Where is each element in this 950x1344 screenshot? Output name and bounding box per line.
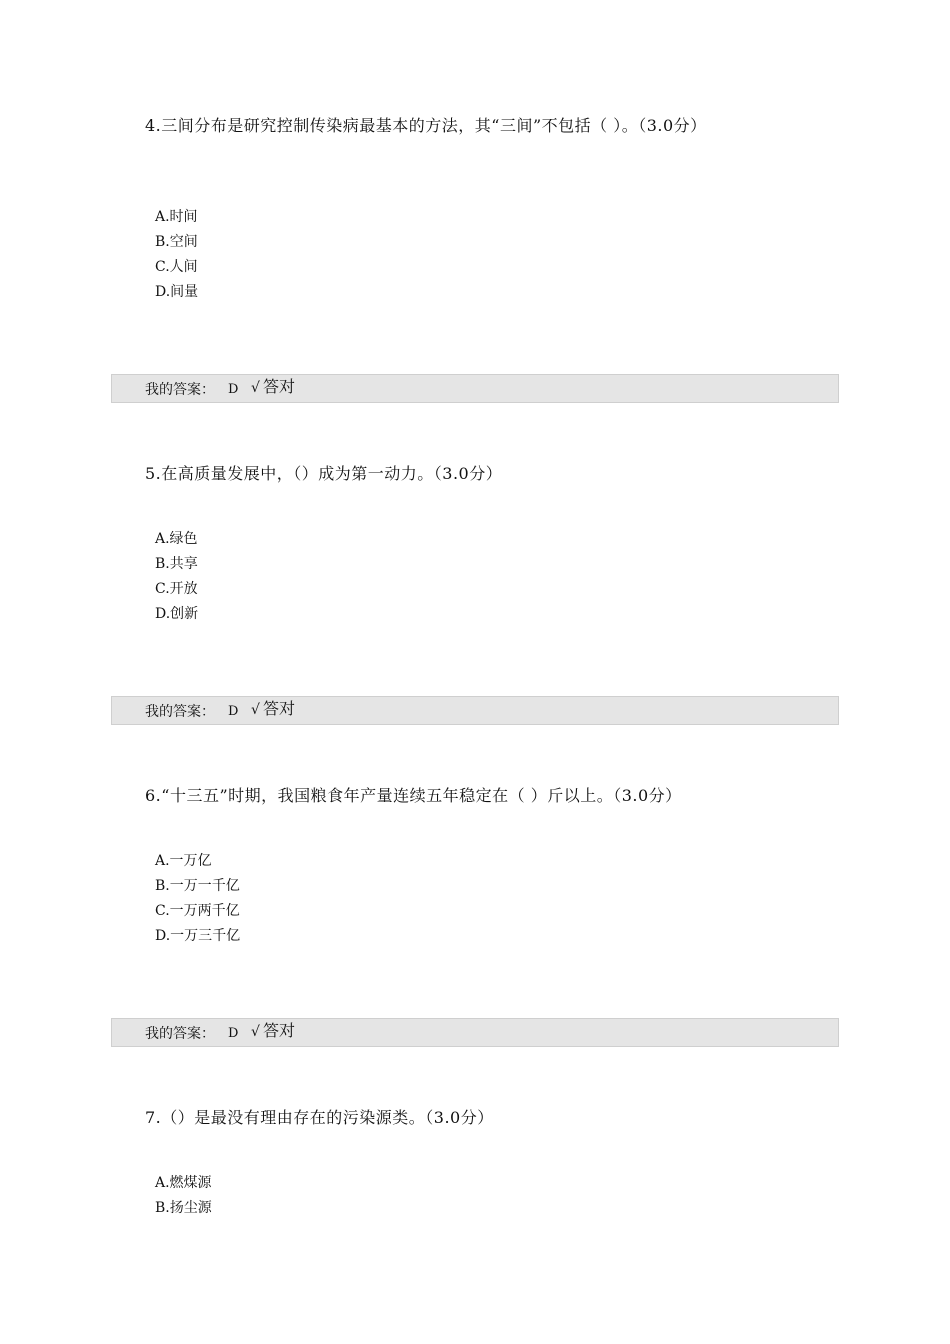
question-number: 4. [145, 116, 162, 135]
verdict [251, 377, 295, 398]
answer-label: 我的答案： [145, 1026, 215, 1042]
check-icon: √ [251, 1024, 260, 1040]
verdict-text: 答对 [263, 699, 296, 718]
option-b[interactable]: B.一万一千亿 [155, 878, 240, 894]
answer-bar [111, 696, 839, 725]
question-number: 7. [145, 1108, 162, 1127]
option-d[interactable]: D.一万三千亿 [155, 928, 241, 944]
option-a[interactable]: A.绿色 [155, 531, 198, 547]
check-icon: √ [251, 702, 260, 718]
option-d[interactable]: D.间量 [155, 284, 199, 300]
verdict-text: 答对 [263, 377, 296, 396]
option-d[interactable]: D.创新 [155, 606, 199, 622]
answer-label: 我的答案： [145, 704, 215, 720]
question-title [145, 114, 805, 138]
option-list [155, 849, 240, 949]
question-text: 三间分布是研究控制传染病最基本的方法，其“三间”不包括（ ）。（3.0分） [161, 116, 707, 135]
question-text: “十三五”时期，我国粮食年产量连续五年稳定在（ ）斤以上。（3.0分） [161, 786, 682, 805]
question-title [145, 1106, 805, 1130]
option-b[interactable]: B.扬尘源 [155, 1200, 212, 1216]
question-title [145, 462, 805, 486]
option-list [155, 1171, 212, 1221]
option-c[interactable]: C.一万两千亿 [155, 903, 240, 919]
check-icon: √ [251, 380, 260, 396]
question-number: 6. [145, 786, 162, 805]
verdict [251, 1021, 295, 1042]
option-list [155, 527, 198, 627]
answer-label: 我的答案： [145, 382, 215, 398]
option-c[interactable]: C.人间 [155, 259, 198, 275]
option-a[interactable]: A.一万亿 [155, 853, 212, 869]
answer-bar [111, 1018, 839, 1047]
option-b[interactable]: B.空间 [155, 234, 198, 250]
question-title [145, 784, 805, 808]
answer-bar [111, 374, 839, 403]
question-text: 在高质量发展中，（）成为第一动力。（3.0分） [161, 464, 503, 483]
verdict-text: 答对 [263, 1021, 296, 1040]
option-b[interactable]: B.共享 [155, 556, 198, 572]
answer-value: D [228, 382, 239, 397]
answer-value: D [228, 1026, 239, 1041]
option-list [155, 205, 198, 305]
option-c[interactable]: C.开放 [155, 581, 198, 597]
answer-value: D [228, 704, 239, 719]
option-a[interactable]: A.时间 [155, 209, 198, 225]
question-text: （）是最没有理由存在的污染源类。（3.0分） [161, 1108, 494, 1127]
option-a[interactable]: A.燃煤源 [155, 1175, 212, 1191]
verdict [251, 699, 295, 720]
question-number: 5. [145, 464, 162, 483]
